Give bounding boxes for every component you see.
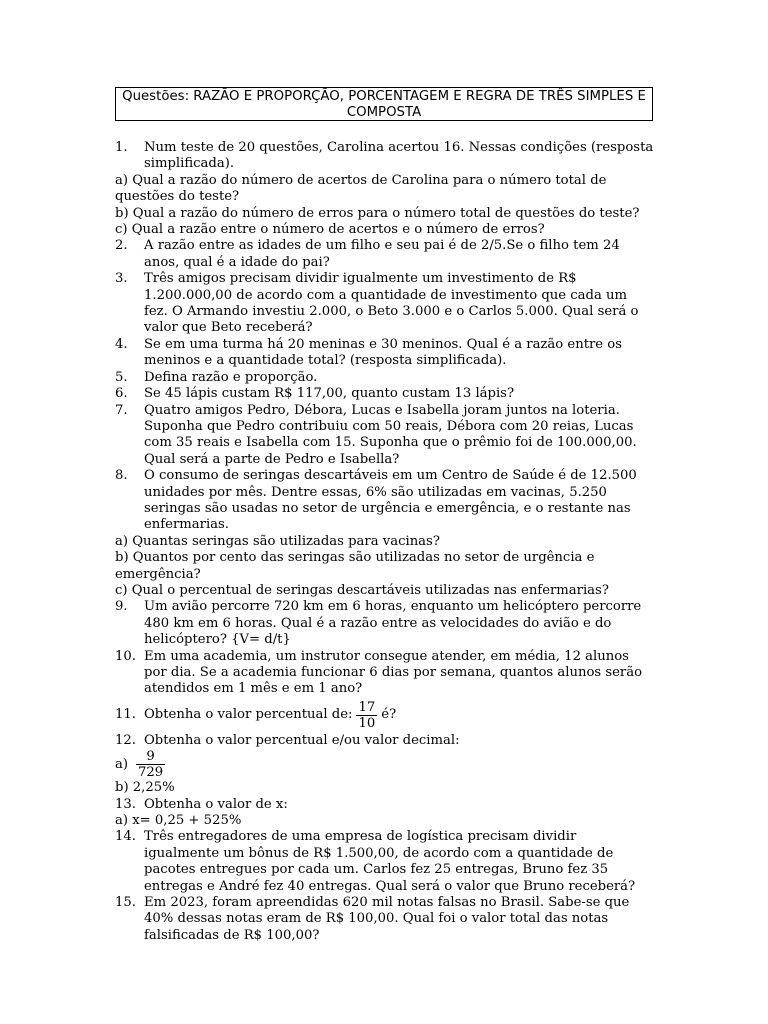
question-4: [115, 337, 655, 370]
question-8c: c) Qual o percentual de seringas descartáveis utilizadas nas enfermarias?: [115, 582, 609, 598]
question-number: 7.: [115, 402, 128, 418]
question-list: [115, 140, 655, 944]
item-label: a): [115, 756, 129, 772]
question-1: [115, 140, 655, 173]
question-2: [115, 238, 655, 271]
question-12: [115, 733, 655, 749]
question-text: A razão entre as idades de um filho e seu pai é de 2/5.Se o filho tem 24 anos, qual é a idade do pai?: [144, 238, 620, 270]
question-13: [115, 797, 655, 813]
question-text: Num teste de 20 questões, Carolina acertou 16. Nessas condições (resposta simplificada).: [144, 140, 654, 172]
question-8: [115, 468, 655, 534]
question-number: 8.: [115, 468, 128, 484]
question-text: O consumo de seringas descartáveis em um Centro de Saúde é de 12.500 unidades por mês. Dentre essas, 6% são utilizadas em vacinas, 5.250 seringas são usadas no setor de urgência e emergência, e o restante nas enfermarias.: [144, 468, 637, 533]
question-3: [115, 271, 655, 337]
question-12a: [115, 749, 655, 780]
question-number: 1.: [115, 140, 128, 155]
question-number: 14.: [115, 829, 136, 845]
fraction-denominator: 10: [358, 715, 376, 731]
fraction-denominator: 729: [138, 765, 164, 781]
question-text: Quatro amigos Pedro, Débora, Lucas e Isabella joram juntos na loteria. Suponha que Pedro contribuiu com 50 reais, Débora com 20 reias, Lucas com 35 reais e Isabella com 15. Suponha que o prêmio foi de 100.000,00. Qual será a parte de Pedro e Isabella?: [144, 402, 637, 467]
question-14: [115, 829, 655, 895]
question-number: 3.: [115, 271, 128, 287]
question-13a: a) x= 0,25 + 525%: [115, 813, 242, 829]
question-9: [115, 599, 655, 648]
question-text: Defina razão e proporção.: [144, 369, 318, 385]
page-title: Questões: RAZÃO E PROPORÇÃO, PORCENTAGEM E REGRA DE TRÊS SIMPLES E COMPOSTA: [115, 87, 653, 121]
question-text-end: é?: [381, 707, 397, 723]
question-text: Se em uma turma há 20 meninas e 30 meninos. Qual é a razão entre os meninos e a quantidade total? (resposta simplificada).: [144, 336, 623, 369]
question-text: Três amigos precisam dividir igualmente um investimento de R$ 1.200.000,00 de acordo com a quantidade de investimento que cada um fez. O Armando investiu 2.000, o Beto 3.000 e o Carlos 5.000. Qual será o valor que Beto receberá?: [144, 271, 639, 336]
fraction: [136, 749, 165, 780]
question-1a: a) Qual a razão do número de acertos de Carolina para o número total de questões do teste?: [115, 172, 607, 205]
question-15: [115, 895, 655, 944]
question-1b: b) Qual a razão do número de erros para o número total de questões do teste?: [115, 205, 640, 221]
question-number: 5.: [115, 369, 128, 385]
fraction-numerator: 9: [146, 749, 155, 765]
question-1c: c) Qual a razão entre o número de acertos e o número de erros?: [115, 222, 545, 238]
question-number: 6.: [115, 386, 128, 402]
question-number: 11.: [115, 707, 136, 723]
question-number: 10.: [115, 648, 136, 664]
question-11: [115, 700, 655, 731]
question-text: Obtenha o valor percentual de:: [144, 707, 353, 723]
question-number: 4.: [115, 336, 128, 352]
fraction-numerator: 17: [358, 699, 376, 715]
question-text: Em 2023, foram apreendidas 620 mil notas falsas no Brasil. Sabe-se que 40% dessas notas eram de R$ 100,00. Qual foi o valor total das notas falsificadas de R$ 100,00?: [144, 895, 630, 943]
fraction: [356, 700, 377, 731]
question-7: [115, 403, 655, 469]
question-8b: b) Quantos por cento das seringas são utilizadas no setor de urgência e emergência?: [115, 550, 595, 582]
question-5: [115, 370, 655, 386]
question-number: 9.: [115, 599, 128, 615]
question-text: Obtenha o valor percentual e/ou valor decimal:: [144, 732, 460, 748]
question-6: [115, 386, 655, 402]
question-10: [115, 649, 655, 698]
question-text: Em uma academia, um instrutor consegue atender, em média, 12 alunos por dia. Se a academia funcionar 6 dias por semana, quantos alunos serão atendidos em 1 mês e em 1 ano?: [144, 648, 643, 697]
question-text: Um avião percorre 720 km em 6 horas, enquanto um helicóptero percorre 480 km em 6 horas. Qual é a razão entre as velocidades do avião e do helicóptero? {V= d/t}: [144, 599, 642, 648]
question-12b: b) 2,25%: [115, 780, 175, 796]
question-8a: a) Quantas seringas são utilizadas para vacinas?: [115, 533, 440, 549]
question-text: Três entregadores de uma empresa de logística precisam dividir igualmente um bônus de R$ 1.500,00, de acordo com a quantidade de pacotes entregues por cada um. Carlos fez 25 entregas, Bruno fez 35 entregas e André fez 40 entregas. Qual será o valor que Bruno receberá?: [144, 829, 636, 894]
question-number: 12.: [115, 732, 136, 748]
question-number: 2.: [115, 238, 128, 254]
question-text: Se 45 lápis custam R$ 117,00, quanto custam 13 lápis?: [144, 386, 515, 402]
question-text: Obtenha o valor de x:: [144, 796, 288, 812]
question-number: 13.: [115, 796, 136, 812]
question-number: 15.: [115, 895, 136, 911]
